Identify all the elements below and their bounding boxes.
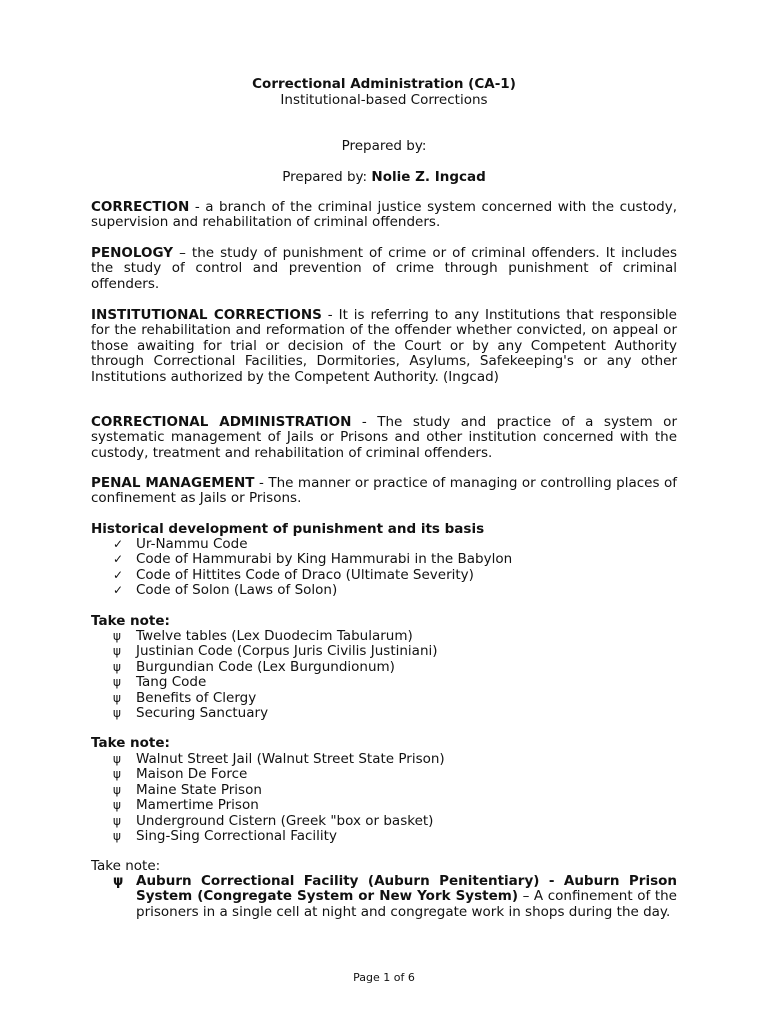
list-item: ψ Burgundian Code (Lex Burgundionum): [113, 658, 395, 675]
list-item: ψ Securing Sanctuary: [113, 704, 269, 721]
page-number: Page 1 of 6: [353, 971, 415, 984]
list-item: ✓ Code of Solon (Laws of Solon): [113, 582, 338, 599]
take-note-heading: Take note:: [91, 613, 170, 629]
list-item: ψ Tang Code: [113, 674, 207, 691]
definition-institutional-corrections: [91, 308, 677, 385]
prepared-by-line: Prepared by:: [341, 138, 427, 154]
history-heading: Historical development of punishment and its basis: [91, 521, 485, 537]
definition-term: CORRECTION: [91, 199, 190, 215]
definition-term: CORRECTIONAL ADMINISTRATION: [91, 414, 352, 430]
definition-penology: [91, 246, 677, 292]
definition-correctional-administration: [91, 415, 677, 461]
list-item: ψ Underground Cistern (Greek "box or basket): [113, 812, 434, 829]
list-item: ψ Mamertime Prison: [113, 797, 259, 814]
definition-text: - a branch of the criminal justice system concerned with the custody, supervision and rehabilitation of criminal offenders.: [91, 199, 677, 231]
take-note-heading: Take note:: [91, 858, 161, 874]
list-item: ✓ Code of Hittites Code of Draco (Ultimate Severity): [113, 566, 474, 583]
psi-bullet-icon: ψ: [113, 705, 121, 720]
psi-bullet-icon: ψ: [113, 828, 121, 843]
definition-term: INSTITUTIONAL CORRECTIONS: [91, 307, 322, 323]
prepared-by-author: [91, 170, 677, 185]
list-item: ψ Sing-Sing Correctional Facility: [113, 827, 337, 844]
definition-text: - The study and practice of a system or systematic management of Jails or Prisons and other institution concerned with the custody, treatment and rehabilitation of criminal offenders.: [91, 414, 677, 461]
document-subtitle: Institutional-based Corrections: [280, 92, 488, 108]
definition-text: - The manner or practice of managing or controlling places of confinement as Jails or Prisons.: [91, 475, 677, 507]
psi-bullet-icon: ψ: [113, 644, 121, 659]
psi-bullet-icon: ψ: [113, 752, 121, 766]
definition-term: PENOLOGY: [91, 245, 174, 261]
psi-bullet-icon: ψ: [113, 690, 121, 705]
list-item: ψ Maine State Prison: [113, 781, 262, 798]
list-item: ψ Twelve tables (Lex Duodecim Tabularum): [113, 628, 413, 644]
prepared-by-label: Prepared by:: [282, 169, 372, 185]
auburn-description: – A confinement of the prisoners in a single cell at night and congregate work in shops during the day.: [136, 888, 677, 920]
psi-bullet-icon: ψ: [113, 782, 121, 797]
psi-bullet-icon: ψ: [113, 798, 121, 813]
definition-text: - It is referring to any Institutions that responsible for the rehabilitation and reformation of the offender whether convicted, on appeal or those awaiting for trial or decision of the Court or by any Competent Authority through Correctional Facilities, Dormitories, Asylums, Safekeeping's or any other Institutions authorized by the Competent Authority. (Ingcad): [91, 307, 677, 385]
list-item: ψ Benefits of Clergy: [113, 689, 257, 706]
psi-bullet-icon: ψ: [113, 767, 121, 782]
list-item: ψ Maison De Force: [113, 766, 248, 783]
checkmark-icon: ✓: [113, 567, 124, 582]
list-item: ✓ Code of Hammurabi by King Hammurabi in the Babylon: [113, 551, 513, 568]
psi-bullet-icon: ψ: [113, 675, 121, 690]
take-note-heading: Take note:: [91, 735, 170, 751]
definition-text: – the study of punishment of crime or of criminal offenders. It includes the study of control and prevention of crime through punishment of criminal offenders.: [91, 245, 677, 292]
definition-correction: [91, 200, 677, 231]
list-item: ✓ Ur-Nammu Code: [113, 536, 248, 552]
psi-bullet-icon: ψ: [113, 659, 121, 674]
take-note-list-1: [91, 629, 677, 721]
checkmark-icon: ✓: [113, 537, 124, 551]
checkmark-icon: ✓: [113, 552, 124, 567]
history-list: [91, 537, 677, 599]
auburn-text: [136, 874, 677, 920]
psi-bullet-icon: ψ: [113, 874, 124, 889]
author-name: Nolie Z. Ingcad: [371, 169, 486, 185]
list-item: ψ Justinian Code (Corpus Juris Civilis Justiniani): [113, 643, 438, 660]
definition-term: PENAL MANAGEMENT: [91, 475, 255, 491]
definition-penal-management: [91, 476, 677, 507]
psi-bullet-icon: ψ: [113, 813, 121, 828]
list-item: ψ Walnut Street Jail (Walnut Street State Prison): [113, 751, 445, 767]
checkmark-icon: ✓: [113, 583, 124, 598]
auburn-note: [91, 874, 677, 920]
take-note-list-2: [91, 752, 677, 844]
psi-bullet-icon: ψ: [113, 629, 121, 643]
document-title: Correctional Administration (CA-1): [252, 76, 516, 92]
auburn-term: Auburn Correctional Facility (Auburn Penitentiary) - Auburn Prison System (Congregate System or New York System): [136, 873, 677, 905]
